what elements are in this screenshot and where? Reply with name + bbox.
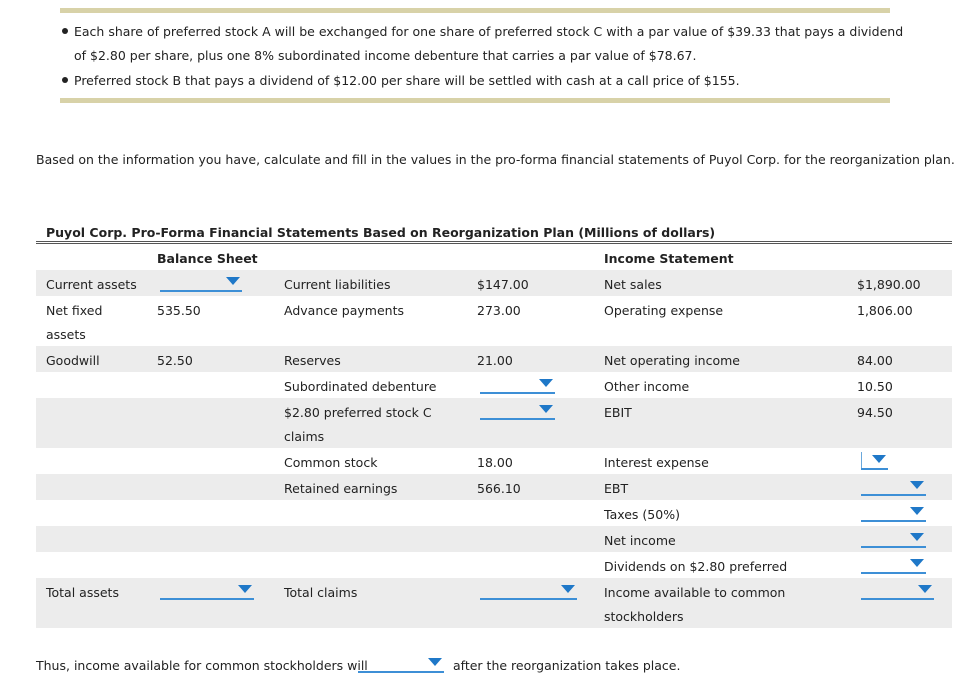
retained-earnings-label: Retained earnings	[284, 481, 398, 496]
chevron-down-icon	[910, 533, 924, 541]
preferred-stock-c-dropdown[interactable]	[480, 404, 555, 420]
taxes-dropdown[interactable]	[861, 506, 926, 522]
bullet-2-line-1: Preferred stock B that pays a dividend of $12.00 per share will be settled with cash at a call price of $155.	[74, 73, 740, 88]
dividends-label: Dividends on $2.80 preferred	[604, 559, 788, 574]
ebt-label: EBT	[604, 481, 629, 496]
net-fixed-assets-value: 535.50	[157, 303, 201, 318]
dropdown-edge	[861, 452, 862, 468]
interest-expense-dropdown[interactable]	[861, 454, 888, 470]
income-statement-header: Income Statement	[604, 251, 734, 266]
preferred-stock-c-label-line-2: claims	[284, 429, 325, 444]
chevron-down-icon	[428, 658, 442, 666]
net-fixed-assets-label-line-1: Net fixed	[46, 303, 103, 318]
row-band	[36, 526, 952, 552]
income-common-dropdown[interactable]	[861, 584, 934, 600]
income-common-label-line-2: stockholders	[604, 609, 684, 624]
balance-sheet-header: Balance Sheet	[157, 251, 258, 266]
net-fixed-assets-label-line-2: assets	[46, 327, 86, 342]
conclusion-dropdown[interactable]	[358, 657, 444, 673]
operating-expense-label: Operating expense	[604, 303, 724, 318]
advance-payments-value: 273.00	[477, 303, 521, 318]
net-income-label: Net income	[604, 533, 676, 548]
goodwill-label: Goodwill	[46, 353, 100, 368]
net-income-dropdown[interactable]	[861, 532, 926, 548]
bullet-1-line-1: Each share of preferred stock A will be exchanged for one share of preferred stock C with a par value of $39.33 that pays a dividend	[74, 24, 904, 39]
preferred-stock-c-label-line-1: $2.80 preferred stock C	[284, 405, 432, 420]
chevron-down-icon	[226, 277, 240, 285]
reserves-label: Reserves	[284, 353, 341, 368]
chevron-down-icon	[238, 585, 252, 593]
chevron-down-icon	[910, 481, 924, 489]
current-liabilities-value: $147.00	[477, 277, 529, 292]
title-rule	[36, 243, 952, 244]
reserves-value: 21.00	[477, 353, 513, 368]
current-liabilities-label: Current liabilities	[284, 277, 391, 292]
table-title: Puyol Corp. Pro-Forma Financial Statements Based on Reorganization Plan (Millions of dollars)	[46, 225, 716, 240]
ebit-label: EBIT	[604, 405, 632, 420]
subordinated-debenture-dropdown[interactable]	[480, 378, 555, 394]
net-operating-income-label: Net operating income	[604, 353, 740, 368]
income-common-label-line-1: Income available to common	[604, 585, 786, 600]
common-stock-label: Common stock	[284, 455, 378, 470]
bullet-1-line-2: of $2.80 per share, plus one 8% subordinated income debenture that carries a par value of $78.67.	[74, 48, 697, 63]
dividends-dropdown[interactable]	[861, 558, 926, 574]
net-sales-value: $1,890.00	[857, 277, 921, 292]
instruction-text: Based on the information you have, calculate and fill in the values in the pro-forma financial statements of Puyol Corp. for the reorganization plan.	[36, 152, 955, 167]
total-claims-label: Total claims	[284, 585, 358, 600]
conclusion-text-before: Thus, income available for common stockholders will	[36, 658, 368, 673]
current-assets-dropdown[interactable]	[160, 276, 242, 292]
total-assets-label: Total assets	[46, 585, 119, 600]
chevron-down-icon	[539, 405, 553, 413]
operating-expense-value: 1,806.00	[857, 303, 913, 318]
current-assets-label: Current assets	[46, 277, 137, 292]
other-income-label: Other income	[604, 379, 690, 394]
retained-earnings-value: 566.10	[477, 481, 521, 496]
net-sales-label: Net sales	[604, 277, 662, 292]
chevron-down-icon	[561, 585, 575, 593]
ebt-dropdown[interactable]	[861, 480, 926, 496]
total-assets-dropdown[interactable]	[160, 584, 254, 600]
top-divider	[60, 8, 890, 13]
bullet-dot	[62, 28, 68, 34]
advance-payments-label: Advance payments	[284, 303, 404, 318]
taxes-label: Taxes (50%)	[604, 507, 680, 522]
chevron-down-icon	[539, 379, 553, 387]
total-claims-dropdown[interactable]	[480, 584, 577, 600]
chevron-down-icon	[872, 455, 886, 463]
conclusion-text-after: after the reorganization takes place.	[453, 658, 681, 673]
other-income-value: 10.50	[857, 379, 893, 394]
chevron-down-icon	[918, 585, 932, 593]
subordinated-debenture-label: Subordinated debenture	[284, 379, 437, 394]
title-rule	[36, 241, 952, 242]
bottom-divider	[60, 98, 890, 103]
goodwill-value: 52.50	[157, 353, 193, 368]
net-operating-income-value: 84.00	[857, 353, 893, 368]
common-stock-value: 18.00	[477, 455, 513, 470]
interest-expense-label: Interest expense	[604, 455, 709, 470]
ebit-value: 94.50	[857, 405, 893, 420]
chevron-down-icon	[910, 507, 924, 515]
chevron-down-icon	[910, 559, 924, 567]
bullet-dot	[62, 77, 68, 83]
